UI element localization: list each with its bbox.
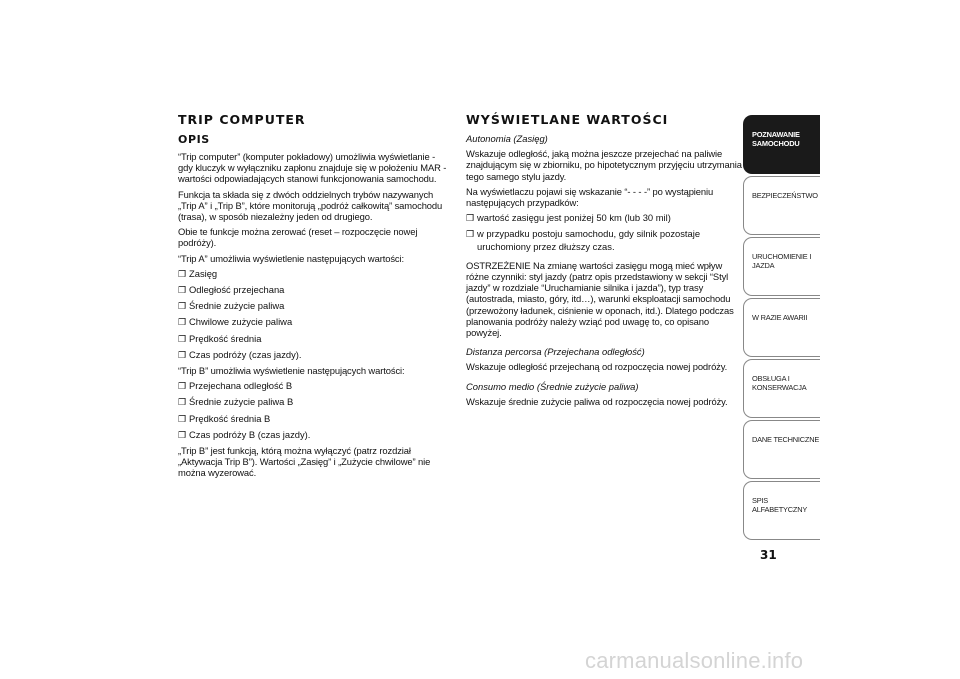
- trip-b-list: [178, 380, 450, 441]
- list-item: ❒ Odległość przejechana: [178, 284, 285, 296]
- checkbox-bullet-icon: ❒: [178, 301, 187, 312]
- range-conditions-list: [466, 212, 742, 252]
- checkbox-bullet-icon: ❒: [466, 229, 475, 240]
- tab-dane-techniczne[interactable]: [743, 420, 820, 479]
- checkbox-bullet-icon: ❒: [178, 349, 187, 360]
- checkbox-bullet-icon: ❒: [178, 317, 187, 328]
- paragraph: Wskazuje odległość przejechaną od rozpoczęcia nowej podróży.: [466, 361, 728, 373]
- paragraph: Wskazuje odległość, jaką można jeszcze przejechać na paliwie znajdującym się w zbiorniku, po hipotetycznym przyjęciu utrzymania tego samego stylu jazdy.: [466, 148, 742, 182]
- list-item: ❒ Zasięg: [178, 267, 218, 279]
- paragraph: “Trip B” umożliwia wyświetlenie następujących wartości:: [178, 365, 405, 377]
- tab-label: BEZPIECZEŃSTWO: [752, 191, 818, 200]
- tab-spis-alfabetyczny[interactable]: [743, 481, 820, 540]
- tab-label: W RAZIE AWARII: [752, 313, 808, 322]
- paragraph: Funkcja ta składa się z dwóch oddzielnych trybów nazywanych „Trip A” i „Trip B”, które monitorują „podróż całkowitą” samochodu (trasa), w sposób niezależny jeden od drugiego.: [178, 188, 443, 223]
- warning-paragraph: OSTRZEŻENIE Na zmianę wartości zasięgu mogą mieć wpływ różne czynniki: styl jazdy (patrz opis przedstawiony w sekcji “Styl jazdy” w rozdziale “Uruchamianie silnika i jazda”), typ trasy (autostrada, miasto, góry, itd…), warunki eksploatacji samochodu (przewożony ładunek, ciśnienie w oponach, itd.). Dlatego podczas planowania podróży należy wziąć pod uwagę to, co opisano powyżej.: [466, 259, 734, 339]
- paragraph: Obie te funkcje można zerować (reset – rozpoczęcie nowej podróży).: [178, 226, 418, 249]
- section-title: TRIP COMPUTER: [178, 112, 306, 127]
- tab-uruchomienie-i-jazda[interactable]: [743, 237, 820, 296]
- paragraph: “Trip A” umożliwia wyświetlenie następujących wartości:: [178, 252, 405, 264]
- list-item: ❒ Przejechana odległość B: [178, 380, 293, 392]
- list-item: ❒ w przypadku postoju samochodu, gdy silnik pozostaje uruchomiony przez dłuższy czas.: [466, 228, 701, 252]
- tab-bezpieczenstwo[interactable]: [743, 176, 820, 235]
- checkbox-bullet-icon: ❒: [178, 333, 187, 344]
- list-item: ❒ Średnie zużycie paliwa B: [178, 396, 294, 408]
- checkbox-bullet-icon: ❒: [178, 429, 187, 440]
- list-item: ❒ Chwilowe zużycie paliwa: [178, 316, 293, 328]
- list-item: ❒ wartość zasięgu jest poniżej 50 km (lub 30 mil): [466, 212, 671, 224]
- tab-poznawanie-samochodu[interactable]: [743, 115, 820, 174]
- list-item: ❒ Prędkość średnia B: [178, 412, 271, 424]
- tab-label: POZNAWANIE SAMOCHODU: [752, 130, 800, 148]
- trip-a-list: [178, 268, 450, 361]
- tab-label: DANE TECHNICZNE: [752, 435, 820, 444]
- right-column: [466, 112, 742, 411]
- page-number: 31: [760, 548, 777, 562]
- tab-obsluga-i-konserwacja[interactable]: [743, 359, 820, 418]
- checkbox-bullet-icon: ❒: [178, 285, 187, 296]
- checkbox-bullet-icon: ❒: [178, 268, 187, 279]
- tab-label: URUCHOMIENIE I JAZDA: [752, 252, 812, 270]
- subsection-heading: Consumo medio (Średnie zużycie paliwa): [466, 380, 639, 392]
- paragraph: Na wyświetlaczu pojawi się wskazanie “- - - -” po wystąpieniu następujących przypadków:: [466, 185, 714, 209]
- tab-w-razie-awarii[interactable]: [743, 298, 820, 357]
- paragraph: „Trip B” jest funkcją, którą można wyłączyć (patrz rozdział „Aktywacja Trip B”). Wartości „Zasięg” i „Zużycie chwilowe” nie można wyzerować.: [178, 445, 431, 479]
- paragraph: “Trip computer” (komputer pokładowy) umożliwia wyświetlanie - gdy kluczyk w wyłączniku zapłonu znajduje się w położeniu MAR - wartości odpowiadających stanowi funkcjonowania samochodu.: [178, 151, 447, 185]
- chapter-tabs: [743, 115, 820, 542]
- left-column: [178, 112, 450, 483]
- checkbox-bullet-icon: ❒: [466, 213, 475, 224]
- checkbox-bullet-icon: ❒: [178, 413, 187, 424]
- watermark: carmanualsonline.info: [585, 648, 804, 673]
- subsection-heading: Autonomia (Zasięg): [466, 133, 548, 144]
- section-subtitle: OPIS: [178, 133, 210, 146]
- list-item: ❒ Czas podróży (czas jazdy).: [178, 348, 302, 360]
- list-item: ❒ Czas podróży B (czas jazdy).: [178, 428, 311, 440]
- subsection-heading: Distanza percorsa (Przejechana odległość): [466, 346, 645, 358]
- tab-label: OBSŁUGA I KONSERWACJA: [752, 374, 807, 392]
- checkbox-bullet-icon: ❒: [178, 397, 187, 408]
- checkbox-bullet-icon: ❒: [178, 381, 187, 392]
- paragraph: Wskazuje średnie zużycie paliwa od rozpoczęcia nowej podróży.: [466, 395, 728, 407]
- tab-label: SPIS ALFABETYCZNY: [752, 496, 808, 514]
- list-item: ❒ Średnie zużycie paliwa: [178, 300, 285, 312]
- list-item: ❒ Prędkość średnia: [178, 332, 262, 344]
- section-title: WYŚWIETLANE WARTOŚCI: [466, 112, 669, 127]
